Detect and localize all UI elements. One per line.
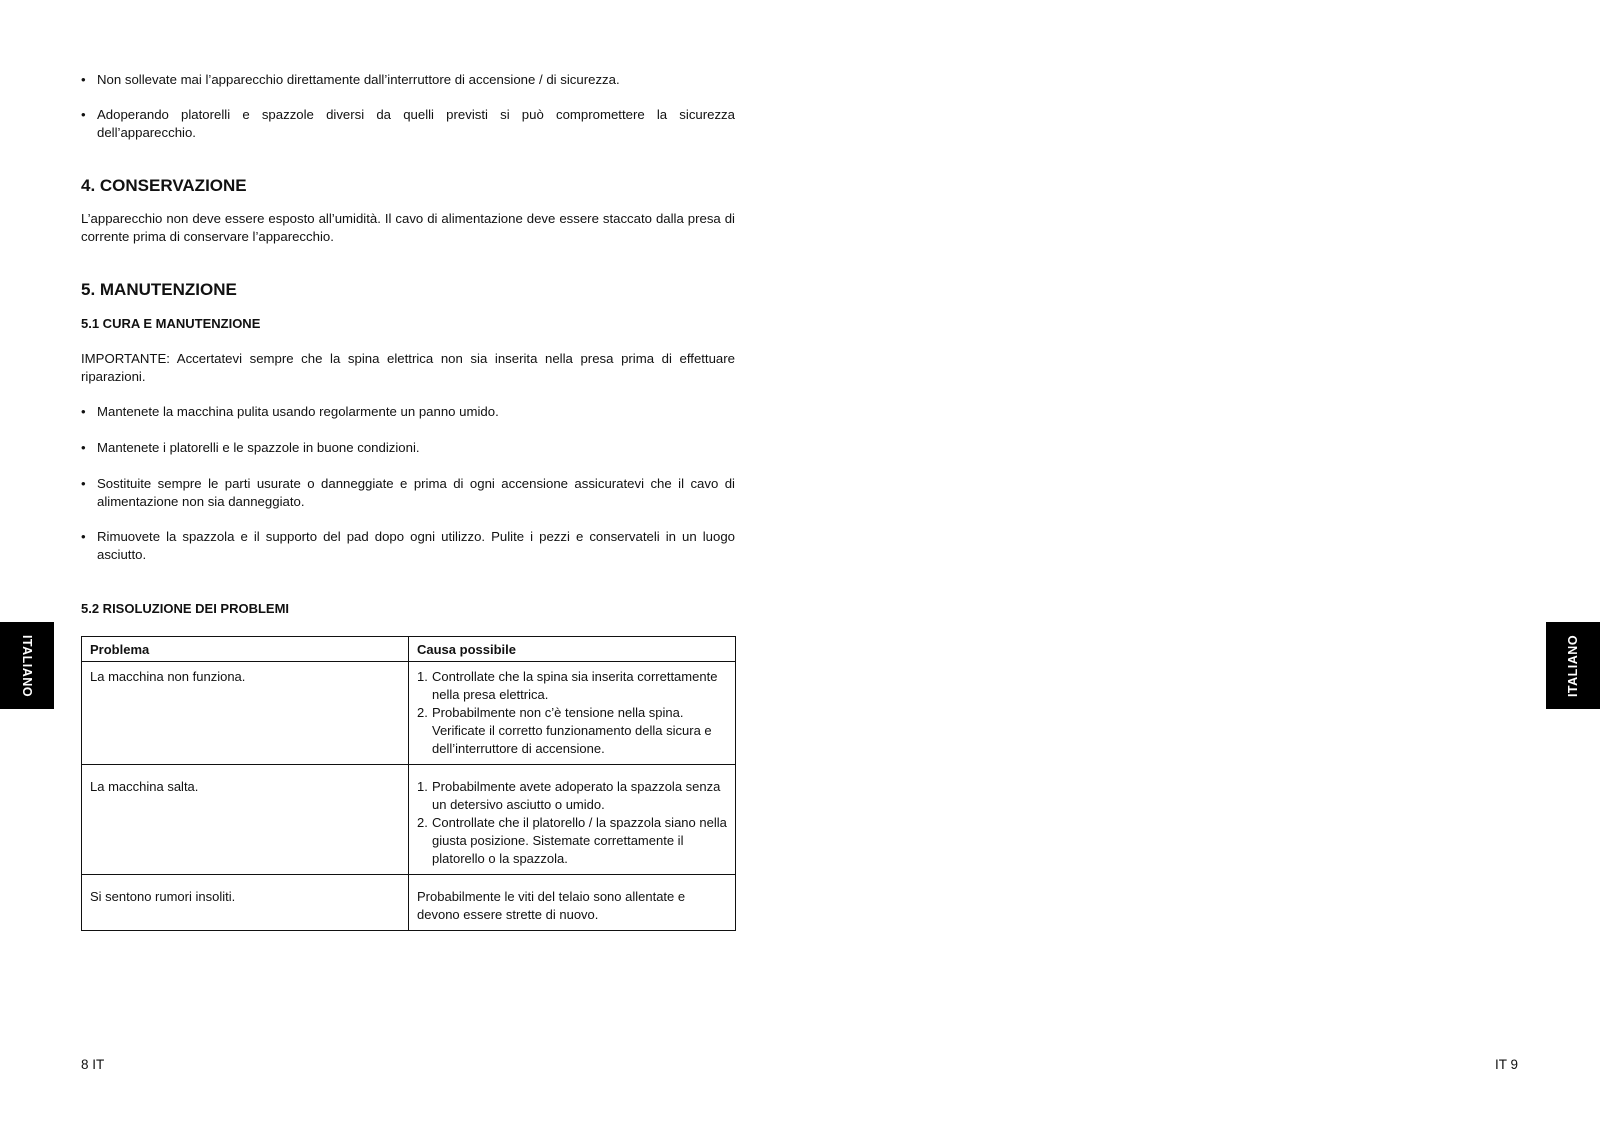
cause-text: Probabilmente non c’è tensione nella spina. Verificate il corretto funzionamento della sicura e dell’interruttore di accensione.	[432, 705, 712, 756]
cause-number: 1.	[417, 669, 428, 684]
troubleshooting-table	[81, 636, 736, 931]
important-note: IMPORTANTE: Accertatevi sempre che la spina elettrica non sia inserita nella presa prima di effettuare riparazioni.	[81, 351, 735, 384]
bullet-item	[81, 106, 735, 142]
bullet-item	[81, 71, 735, 89]
cause-item	[417, 704, 727, 758]
subsection-5-1-title: 5.1 CURA E MANUTENZIONE	[81, 316, 261, 331]
problem-cell: La macchina salta.	[82, 765, 409, 875]
bullet-text: Sostituite sempre le parti usurate o danneggiate e prima di ogni accensione assicuratevi che il cavo di alimentazione non sia danneggiato.	[97, 476, 735, 509]
bullet-text: Mantenete i platorelli e le spazzole in buone condizioni.	[97, 440, 420, 455]
bullet-item	[81, 475, 735, 511]
bullet-text: Non sollevate mai l’apparecchio direttamente dall’interruttore di accensione / di sicurezza.	[97, 72, 620, 87]
cause-text: Controllate che il platorello / la spazzola siano nella giusta posizione. Sistemate correttamente il platorello o la spazzola.	[432, 815, 727, 866]
header-cause: Causa possibile	[409, 637, 736, 662]
table-row	[82, 765, 736, 875]
cause-number: 2.	[417, 815, 428, 830]
section-5-title: 5. MANUTENZIONE	[81, 280, 237, 299]
bullet-text: Adoperando platorelli e spazzole diversi da quelli previsti si può compromettere la sicurezza dell’apparecchio.	[97, 107, 735, 140]
language-side-tab-right	[1546, 622, 1600, 709]
language-side-tab-left	[0, 622, 54, 709]
cause-item	[417, 778, 727, 814]
cause-text: Controllate che la spina sia inserita correttamente nella presa elettrica.	[432, 669, 718, 702]
cause-cell	[409, 662, 736, 765]
side-tab-label: ITALIANO	[20, 634, 34, 697]
side-tab-label: ITALIANO	[1566, 634, 1580, 697]
page-number-left: 8 IT	[81, 1057, 105, 1072]
section-4-title: 4. CONSERVAZIONE	[81, 176, 247, 195]
bullet-dot: •	[81, 404, 86, 419]
bullet-text: Rimuovete la spazzola e il supporto del pad dopo ogni utilizzo. Pulite i pezzi e conservateli in un luogo asciutto.	[97, 529, 735, 562]
cause-cell: Probabilmente le viti del telaio sono allentate e devono essere strette di nuovo.	[409, 875, 736, 931]
cause-text: Probabilmente avete adoperato la spazzola senza un detersivo asciutto o umido.	[432, 779, 721, 812]
bullet-item	[81, 528, 735, 564]
bullet-item	[81, 403, 735, 421]
table-row	[82, 662, 736, 765]
page-number-right: IT 9	[1494, 1057, 1518, 1072]
cause-number: 2.	[417, 705, 428, 720]
bullet-item	[81, 439, 735, 457]
problem-cell: Si sentono rumori insoliti.	[82, 875, 409, 931]
bullet-dot: •	[81, 440, 86, 455]
bullet-dot: •	[81, 529, 86, 544]
section-4-text: L’apparecchio non deve essere esposto all’umidità. Il cavo di alimentazione deve essere staccato dalla presa di corrente prima di conservare l’apparecchio.	[81, 211, 735, 244]
bullet-dot: •	[81, 476, 86, 491]
bullet-dot: •	[81, 72, 86, 87]
bullet-text: Mantenete la macchina pulita usando regolarmente un panno umido.	[97, 404, 499, 419]
bullet-dot: •	[81, 107, 86, 122]
left-page-content	[81, 60, 735, 931]
cause-cell	[409, 765, 736, 875]
table-header-row	[82, 637, 736, 662]
cause-item	[417, 814, 727, 868]
cause-item	[417, 668, 727, 704]
subsection-5-2-title: 5.2 RISOLUZIONE DEI PROBLEMI	[81, 601, 290, 616]
problem-cell: La macchina non funziona.	[82, 662, 409, 765]
header-problem: Problema	[82, 637, 409, 662]
cause-number: 1.	[417, 779, 428, 794]
table-row	[82, 875, 736, 931]
